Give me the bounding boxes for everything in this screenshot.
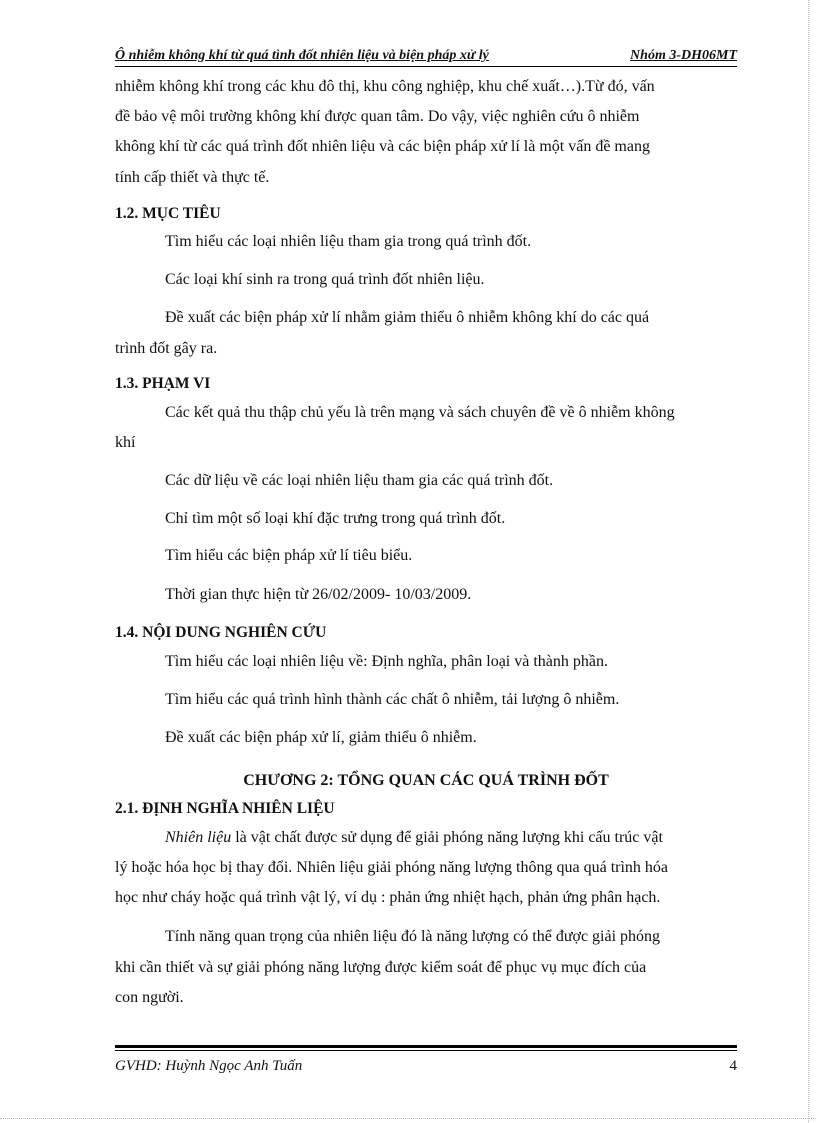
header-title: Ô nhiễm không khí từ quá tình đốt nhiên liệu và biện pháp xử lý: [115, 48, 489, 63]
paragraph-line: Tính năng quan trọng của nhiên liệu đó là năng lượng có thể được giải phóng: [165, 928, 661, 945]
section-heading-1-2: 1.2. MỤC TIÊU: [115, 205, 221, 222]
section-heading-2-1: 2.1. ĐỊNH NGHĨA NHIÊN LIỆU: [115, 800, 335, 817]
paragraph-text: là vật chất được sử dụng để giải phóng năng lượng khi cấu trúc vật: [231, 829, 663, 846]
paragraph-line: tính cấp thiết và thực tế.: [115, 169, 270, 186]
list-item: Các kết quả thu thập chủ yếu là trên mạng và sách chuyên đề về ô nhiễm không: [165, 404, 675, 421]
page-edge-right: [808, 0, 809, 1123]
list-item: Thời gian thực hiện từ 26/02/2009- 10/03/2009.: [165, 586, 472, 603]
header-divider: [115, 66, 737, 67]
paragraph-line: không khí từ các quá trình đốt nhiên liệu và các biện pháp xử lí là một vấn đề mang: [115, 138, 650, 155]
paragraph-line: khí: [115, 434, 136, 451]
paragraph-line: [165, 828, 737, 848]
term-italic: Nhiên liệu: [165, 829, 232, 846]
paragraph-line: trình đốt gây ra.: [115, 340, 218, 357]
paragraph-line: lý hoặc hóa học bị thay đổi. Nhiên liệu giải phóng năng lượng thông qua quá trình hóa: [115, 859, 669, 876]
paragraph-line: nhiễm không khí trong các khu đô thị, khu công nghiệp, khu chế xuất…).Từ đó, vấn: [115, 78, 655, 95]
chapter-title: CHƯƠNG 2: TỔNG QUAN CÁC QUÁ TRÌNH ĐỐT: [243, 772, 609, 789]
header-group: Nhóm 3-DH06MT: [630, 48, 737, 63]
page-header: [115, 48, 737, 68]
paragraph-line: đề bảo vệ môi trường không khí được quan tâm. Do vậy, việc nghiên cứu ô nhiễm: [115, 108, 640, 125]
section-heading-1-4: 1.4. NỘI DUNG NGHIÊN CỨU: [115, 624, 327, 641]
list-item: Đề xuất các biện pháp xử lí, giảm thiểu ô nhiễm.: [165, 729, 477, 746]
footer-advisor: GVHD: Huỳnh Ngọc Anh Tuấn: [115, 1058, 303, 1074]
list-item: Tìm hiểu các loại nhiên liệu tham gia trong quá trình đốt.: [165, 233, 532, 250]
list-item: Các dữ liệu về các loại nhiên liệu tham gia các quá trình đốt.: [165, 472, 554, 489]
paragraph-line: con người.: [115, 989, 184, 1006]
paragraph-line: khi cần thiết và sự giải phóng năng lượng được kiểm soát để phục vụ mục đích của: [115, 959, 647, 976]
footer-rule-thin: [115, 1050, 737, 1051]
list-item: Đề xuất các biện pháp xử lí nhằm giảm thiểu ô nhiễm không khí do các quá: [165, 309, 650, 326]
list-item: Tìm hiểu các loại nhiên liệu về: Định nghĩa, phân loại và thành phần.: [165, 653, 608, 670]
list-item: Tìm hiểu các quá trình hình thành các chất ô nhiễm, tải lượng ô nhiễm.: [165, 691, 620, 708]
list-item: Tìm hiểu các biện pháp xử lí tiêu biểu.: [165, 547, 413, 564]
footer-rule-thick: [115, 1045, 737, 1048]
list-item: Các loại khí sinh ra trong quá trình đốt nhiên liệu.: [165, 271, 485, 288]
paragraph-line: học như cháy hoặc quá trình vật lý, ví dụ : phản ứng nhiệt hạch, phản ứng phân hạch.: [115, 889, 661, 906]
section-heading-1-3: 1.3. PHẠM VI: [115, 375, 211, 392]
page-number: 4: [729, 1058, 737, 1074]
page-edge-bottom: [0, 1118, 816, 1119]
list-item: Chỉ tìm một số loại khí đặc trưng trong quá trình đốt.: [165, 510, 506, 527]
